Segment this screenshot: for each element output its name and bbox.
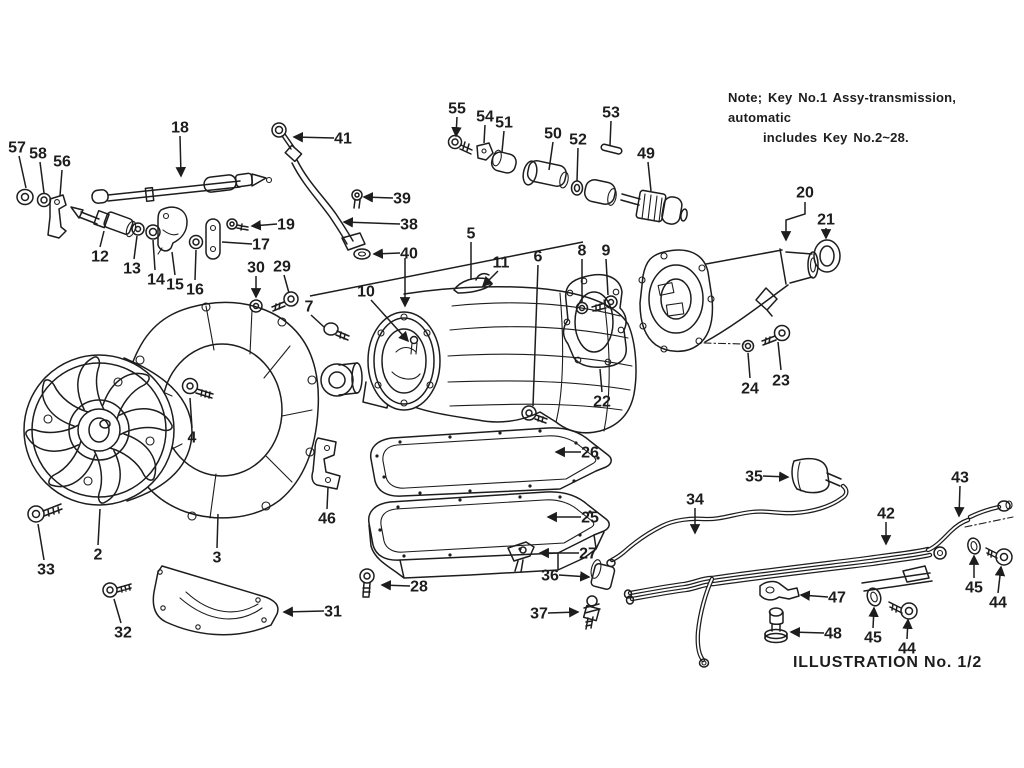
callout-leader-28 [382,585,410,586]
callout-18 [171,120,189,177]
callout-25 [548,510,599,527]
callout-label-34: 34 [686,491,704,509]
pan-fittings-drawing [584,559,616,629]
callout-label-54: 54 [476,108,494,126]
callout-label-17: 17 [252,236,270,254]
callout-31 [284,604,342,621]
callout-43 [951,470,969,517]
callout-29 [273,259,291,294]
callout-9 [602,243,611,296]
callout-14 [147,240,165,289]
callout-label-37: 37 [530,605,548,623]
callout-32 [114,599,132,642]
callout-label-28: 28 [410,578,428,596]
callout-leader-33 [38,524,44,560]
callout-52 [569,132,587,182]
callout-label-46: 46 [318,510,336,528]
callout-23 [772,342,790,390]
rear-gasket-drawing [564,275,627,368]
callout-leader-32 [114,599,121,623]
callout-46 [318,487,336,528]
callout-53 [602,105,620,146]
callout-label-14: 14 [147,271,165,289]
callout-44 [898,620,916,658]
callout-label-57: 57 [8,139,26,157]
callout-leader-53 [610,121,611,145]
callout-leader-46 [327,487,328,509]
oil-pan-drawing [369,492,610,578]
callout-label-44: 44 [898,640,916,658]
callout-label-22: 22 [593,393,611,411]
callout-leader-4 [190,398,192,428]
callout-label-27: 27 [579,545,597,563]
callout-leader-15 [172,252,175,275]
callout-label-40: 40 [400,245,418,263]
callout-17 [222,237,270,254]
callout-leader-56 [60,170,62,196]
callout-label-9: 9 [601,242,611,260]
callout-label-35: 35 [745,468,763,486]
callout-label-21: 21 [817,211,835,229]
callout-label-15: 15 [166,276,184,294]
callout-8 [578,243,587,303]
callout-56 [53,154,71,197]
callout-21 [817,212,835,239]
callout-leader-44 [907,620,908,639]
callout-leader-39 [364,197,393,198]
callout-40 [374,246,418,263]
note-line-2: includes Key No.2~28. [763,130,909,145]
note-line-1: Note; Key No.1 Assy-transmission, automatic [728,90,957,125]
callout-label-26: 26 [581,444,599,462]
callout-4 [188,398,197,447]
callout-leader-19 [252,224,277,226]
oil-pan-gasket-drawing [371,428,612,496]
callout-leader-50 [549,142,553,170]
callout-label-7: 7 [304,298,314,316]
callout-41 [294,131,352,148]
callout-label-53: 53 [602,104,620,122]
diagram-note [728,88,1024,148]
callout-label-50: 50 [544,125,562,143]
callout-3 [213,514,222,567]
callout-24 [741,353,759,398]
callout-label-39: 39 [393,190,411,208]
callout-leader-20 [786,202,805,240]
callout-11 [483,255,510,287]
callout-leader-7 [311,315,324,327]
callout-28 [382,579,428,596]
callout-label-23: 23 [772,372,790,390]
callout-label-8: 8 [577,242,587,260]
callout-label-47: 47 [828,589,846,607]
callout-26 [556,445,599,462]
callout-label-32: 32 [114,624,132,642]
callout-label-43: 43 [951,469,969,487]
callout-leader-17 [222,242,252,244]
callout-38 [344,217,418,234]
callout-55 [448,101,466,137]
callout-37 [530,606,578,623]
callout-label-20: 20 [796,184,814,202]
callout-16 [186,250,204,299]
callout-label-45: 45 [965,579,983,597]
callout-label-30: 30 [247,259,265,277]
callout-leader-54 [484,125,485,143]
callout-label-45: 45 [864,629,882,647]
callout-36 [541,568,589,585]
callout-label-12: 12 [91,248,109,266]
callout-leader-6 [533,265,538,406]
callout-49 [637,146,655,192]
callout-label-38: 38 [400,216,418,234]
callout-58 [29,146,47,194]
callout-leader-24 [748,353,750,378]
callout-33 [37,524,55,579]
callout-label-58: 58 [29,145,47,163]
callout-2 [94,509,103,564]
tubes-and-mounts-drawing [607,459,1013,667]
callout-39 [364,191,411,208]
callout-51 [495,115,513,153]
callout-15 [166,252,184,294]
callout-leader-22 [600,369,602,392]
callout-label-4: 4 [187,429,197,447]
callout-label-24: 24 [741,380,759,398]
callout-label-52: 52 [569,131,587,149]
callout-label-31: 31 [324,603,342,621]
callout-label-16: 16 [186,281,204,299]
callout-label-6: 6 [533,248,543,266]
callout-leader-49 [648,162,651,191]
callout-leader-55 [456,117,457,136]
callout-label-49: 49 [637,145,655,163]
callout-leader-51 [502,131,504,152]
callout-54 [476,109,494,144]
callout-label-41: 41 [334,130,352,148]
callout-label-48: 48 [824,625,842,643]
callout-13 [123,236,141,278]
callout-leader-2 [98,509,100,545]
callout-leader-9 [606,259,608,295]
callout-label-19: 19 [277,216,295,234]
callout-leader-45 [873,608,874,628]
callout-leader-31 [284,611,324,612]
callout-leader-12 [100,231,104,247]
callout-45 [965,556,983,597]
callout-34 [686,492,704,534]
torque-converter-drawing [24,355,192,506]
callout-leader-35 [763,476,788,477]
callout-7 [305,299,324,328]
callout-label-36: 36 [541,567,559,585]
callout-label-56: 56 [53,153,71,171]
callout-label-5: 5 [466,225,476,243]
callout-44 [989,567,1007,612]
callout-leader-37 [548,612,578,613]
extension-housing-drawing [639,240,840,352]
callout-leader-47 [801,595,828,597]
callout-leader-16 [195,250,196,280]
callout-leader-40 [374,253,400,254]
callout-20 [786,185,814,241]
selector-linkage-drawing [17,173,272,259]
dipstick-tube-drawing [272,123,370,259]
callout-label-13: 13 [123,260,141,278]
callout-leader-3 [217,514,218,548]
callout-label-55: 55 [448,100,466,118]
callout-leader-36 [559,575,589,577]
callout-19 [252,217,295,234]
callout-label-18: 18 [171,119,189,137]
dust-cover-drawing [153,566,278,635]
callout-leader-44 [998,567,1001,593]
callout-leader-14 [153,240,155,270]
callout-label-42: 42 [877,505,895,523]
callout-label-11: 11 [492,254,510,272]
callout-42 [877,506,895,545]
callout-57 [8,140,26,189]
callout-leader-13 [134,236,137,259]
callout-leader-41 [294,137,334,138]
callout-45 [864,608,882,647]
callout-leader-43 [959,486,960,516]
callout-leader-48 [791,632,824,633]
callout-30 [247,260,265,298]
callout-label-29: 29 [273,258,291,276]
callout-label-51: 51 [495,114,513,132]
callout-leader-18 [180,136,181,176]
callout-leader-52 [577,148,578,181]
callout-label-44: 44 [989,594,1007,612]
callout-leader-38 [344,222,400,224]
callout-leader-57 [19,156,26,188]
callout-12 [91,231,109,266]
callout-label-10: 10 [357,283,375,301]
callout-label-33: 33 [37,561,55,579]
callout-label-25: 25 [581,509,599,527]
callout-label-3: 3 [212,549,222,567]
callout-48 [791,626,842,643]
callout-leader-58 [40,162,44,193]
callout-leader-23 [778,342,781,370]
callout-35 [745,469,788,486]
illustration-caption: ILLUSTRATION No. 1/2 [793,654,983,671]
callout-label-2: 2 [93,546,103,564]
callout-47 [801,590,846,607]
callout-leader-29 [284,275,289,293]
